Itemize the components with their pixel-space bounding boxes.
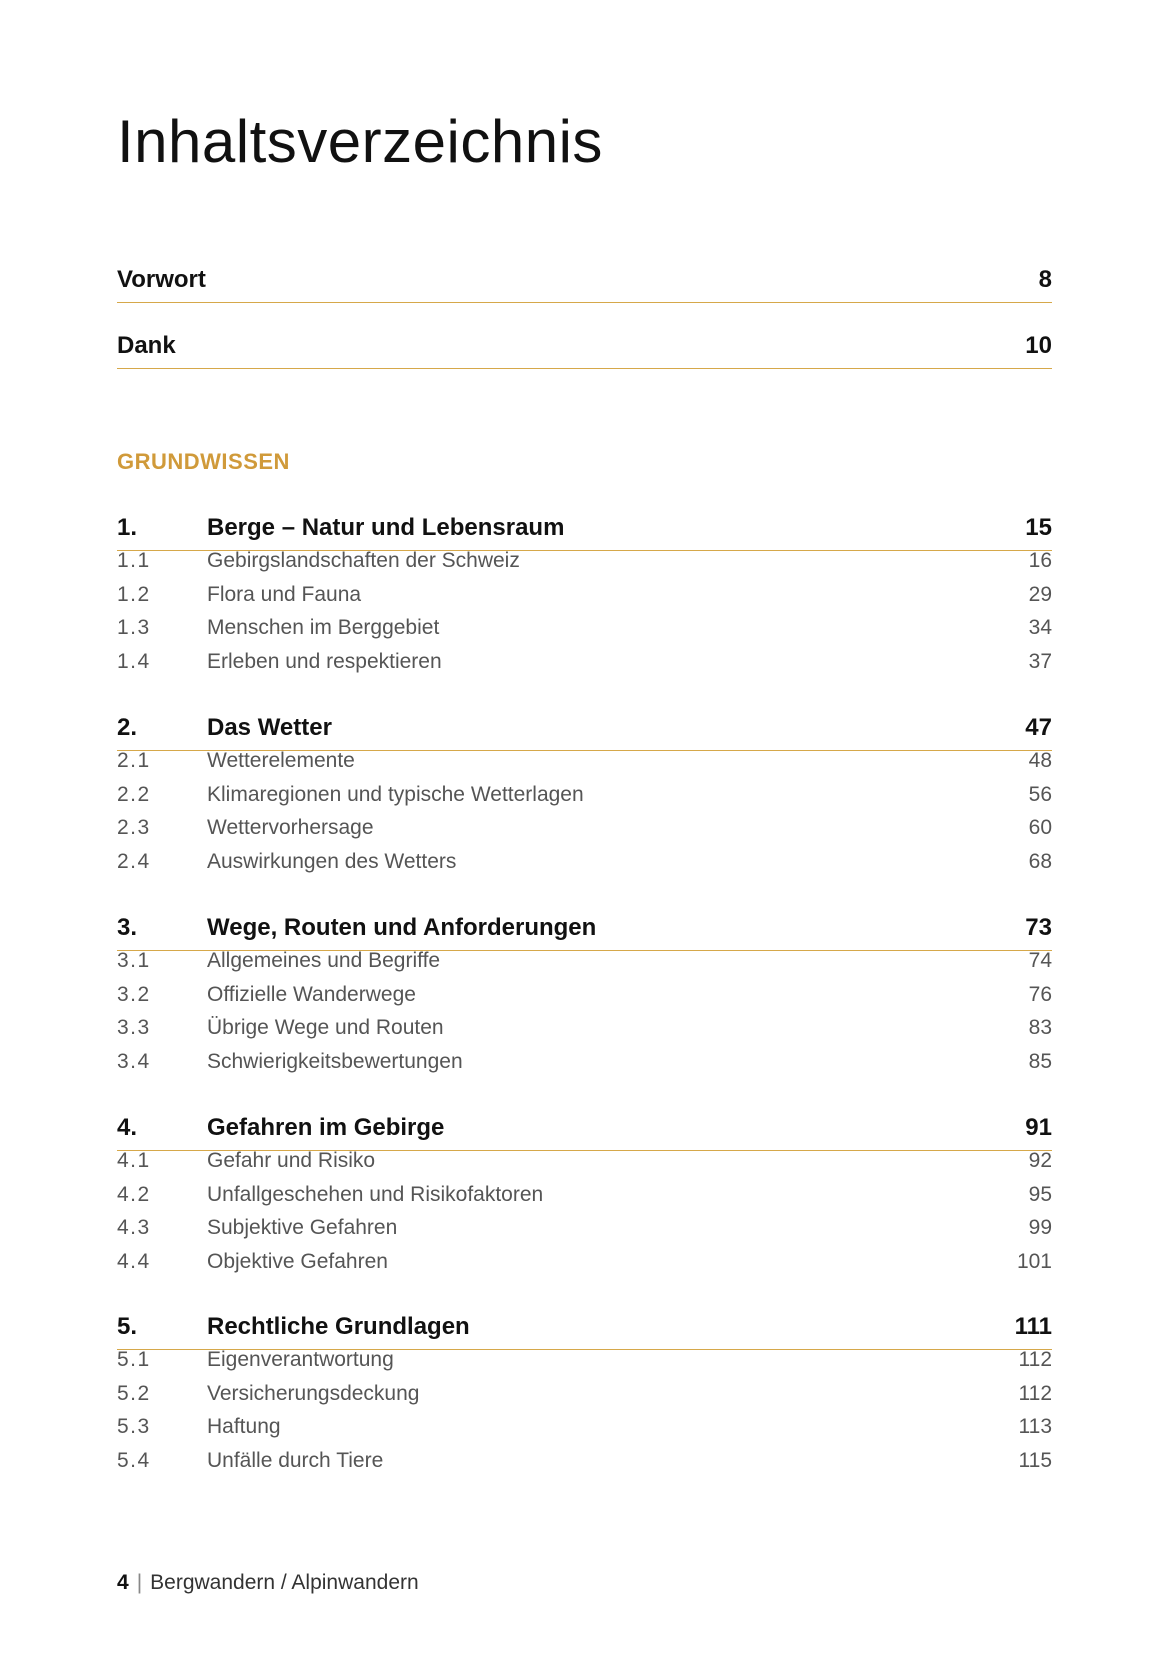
subsection-title: Auswirkungen des Wetters xyxy=(207,849,457,873)
subsection-title: Unfallgeschehen und Risikofaktoren xyxy=(207,1182,544,1206)
subsection-title: Versicherungsdeckung xyxy=(207,1381,420,1405)
subsection-page: 37 xyxy=(1028,649,1052,673)
subsection-row[interactable] xyxy=(117,1183,1052,1217)
chapter-page: 91 xyxy=(1025,1114,1052,1141)
footer-separator: | xyxy=(136,1571,143,1594)
subsection-page: 48 xyxy=(1028,749,1052,772)
subsection-title: Wetterelemente xyxy=(207,749,355,772)
subsection-row[interactable] xyxy=(117,1250,1052,1284)
toc-entry-vorwort[interactable] xyxy=(117,266,1052,303)
subsection-title: Schwierigkeitsbewertungen xyxy=(207,1049,463,1073)
chapter-title: Rechtliche Grundlagen xyxy=(207,1313,470,1340)
subsection-title: Klimaregionen und typische Wetterlagen xyxy=(207,782,584,806)
subsection-row[interactable] xyxy=(117,1449,1052,1483)
subsection-title: Haftung xyxy=(207,1415,281,1438)
page-title: Inhaltsverzeichnis xyxy=(117,108,603,175)
subsection-page: 74 xyxy=(1028,949,1052,972)
chapter-row[interactable] xyxy=(117,514,1052,551)
subsection-number: 4.1 xyxy=(117,1149,151,1172)
subsection-title: Eigenverantwortung xyxy=(207,1348,394,1371)
subsection-number: 5.3 xyxy=(117,1415,151,1438)
subsection-title: Unfälle durch Tiere xyxy=(207,1448,384,1472)
subsection-title: Erleben und respektieren xyxy=(207,649,442,673)
page-footer xyxy=(117,1571,419,1595)
subsection-number: 1.2 xyxy=(117,582,151,606)
subsection-number: 1.4 xyxy=(117,649,151,673)
subsection-title: Gebirgslandschaften der Schweiz xyxy=(207,549,520,572)
entry-label: Dank xyxy=(117,332,176,359)
subsection-page: 101 xyxy=(1016,1249,1052,1273)
subsection-page: 85 xyxy=(1028,1049,1052,1073)
toc-entry-dank[interactable] xyxy=(117,332,1052,369)
subsection-row[interactable] xyxy=(117,1382,1052,1416)
subsection-row[interactable] xyxy=(117,1216,1052,1250)
subsection-row[interactable] xyxy=(117,650,1052,684)
subsection-row[interactable] xyxy=(117,583,1052,617)
chapter-page: 15 xyxy=(1025,514,1052,541)
subsection-row[interactable] xyxy=(117,1016,1052,1050)
subsection-page: 92 xyxy=(1028,1149,1052,1172)
subsection-number: 2.4 xyxy=(117,849,151,873)
chapter-row[interactable] xyxy=(117,714,1052,751)
subsection-page: 76 xyxy=(1028,982,1052,1006)
subsection-number: 2.2 xyxy=(117,782,151,806)
subsection-page: 34 xyxy=(1028,616,1052,639)
chapter-number: 2. xyxy=(117,714,138,741)
chapter-title: Gefahren im Gebirge xyxy=(207,1114,445,1141)
subsection-row[interactable] xyxy=(117,1149,1052,1183)
subsection-number: 5.1 xyxy=(117,1348,151,1371)
subsection-title: Flora und Fauna xyxy=(207,582,362,606)
subsection-page: 29 xyxy=(1028,582,1052,606)
subsection-number: 1.3 xyxy=(117,616,151,639)
subsection-number: 5.2 xyxy=(117,1381,151,1405)
subsection-number: 3.2 xyxy=(117,982,151,1006)
chapter-row[interactable] xyxy=(117,1114,1052,1151)
subsection-number: 4.2 xyxy=(117,1182,151,1206)
subsection-page: 99 xyxy=(1028,1216,1052,1239)
subsection-row[interactable] xyxy=(117,850,1052,884)
subsection-number: 3.3 xyxy=(117,1016,151,1039)
chapter-page: 111 xyxy=(1014,1313,1052,1340)
footer-page-number: 4 xyxy=(117,1571,129,1594)
subsection-number: 3.4 xyxy=(117,1049,151,1073)
chapter-row[interactable] xyxy=(117,914,1052,951)
entry-page: 8 xyxy=(1038,266,1052,293)
subsection-title: Menschen im Berggebiet xyxy=(207,616,440,639)
entry-label: Vorwort xyxy=(117,266,206,293)
subsection-page: 112 xyxy=(1018,1348,1052,1371)
subsection-page: 68 xyxy=(1028,849,1052,873)
subsection-number: 2.1 xyxy=(117,749,151,772)
section-heading: GRUNDWISSEN xyxy=(117,449,290,474)
entry-page: 10 xyxy=(1025,332,1052,359)
subsection-title: Allgemeines und Begriffe xyxy=(207,949,441,972)
subsection-number: 1.1 xyxy=(117,549,151,572)
subsection-number: 5.4 xyxy=(117,1448,151,1472)
subsection-row[interactable] xyxy=(117,816,1052,850)
subsection-title: Objektive Gefahren xyxy=(207,1249,388,1273)
subsection-number: 4.4 xyxy=(117,1249,151,1273)
subsection-page: 113 xyxy=(1018,1415,1052,1438)
subsection-title: Offizielle Wanderwege xyxy=(207,982,416,1006)
chapter-number: 1. xyxy=(117,514,138,541)
chapter-number: 5. xyxy=(117,1313,138,1340)
subsection-row[interactable] xyxy=(117,983,1052,1017)
subsection-row[interactable] xyxy=(117,1348,1052,1382)
chapter-title: Berge – Natur und Lebensraum xyxy=(207,514,565,541)
chapter-title: Wege, Routen und Anforderungen xyxy=(207,914,597,941)
subsection-page: 115 xyxy=(1018,1448,1052,1472)
subsection-row[interactable] xyxy=(117,1050,1052,1084)
subsection-row[interactable] xyxy=(117,616,1052,650)
subsection-number: 4.3 xyxy=(117,1216,151,1239)
chapter-page: 47 xyxy=(1025,714,1052,741)
subsection-page: 60 xyxy=(1028,816,1052,839)
subsection-page: 83 xyxy=(1028,1016,1052,1039)
subsection-title: Wettervorhersage xyxy=(207,816,374,839)
subsection-page: 56 xyxy=(1028,782,1052,806)
subsection-title: Gefahr und Risiko xyxy=(207,1149,376,1172)
chapter-title: Das Wetter xyxy=(207,714,332,741)
chapter-row[interactable] xyxy=(117,1313,1052,1350)
chapter-page: 73 xyxy=(1025,914,1052,941)
chapter-number: 4. xyxy=(117,1114,138,1141)
subsection-number: 2.3 xyxy=(117,816,151,839)
subsection-number: 3.1 xyxy=(117,949,151,972)
subsection-page: 112 xyxy=(1018,1381,1052,1405)
subsection-title: Übrige Wege und Routen xyxy=(207,1016,444,1039)
subsection-row[interactable] xyxy=(117,783,1052,817)
subsection-row[interactable] xyxy=(117,549,1052,583)
subsection-row[interactable] xyxy=(117,1415,1052,1449)
subsection-row[interactable] xyxy=(117,949,1052,983)
subsection-title: Subjektive Gefahren xyxy=(207,1216,398,1239)
footer-book-title: Bergwandern / Alpinwandern xyxy=(150,1571,419,1594)
subsection-page: 16 xyxy=(1028,549,1052,572)
subsection-row[interactable] xyxy=(117,749,1052,783)
chapter-number: 3. xyxy=(117,914,138,941)
subsection-page: 95 xyxy=(1028,1182,1052,1206)
